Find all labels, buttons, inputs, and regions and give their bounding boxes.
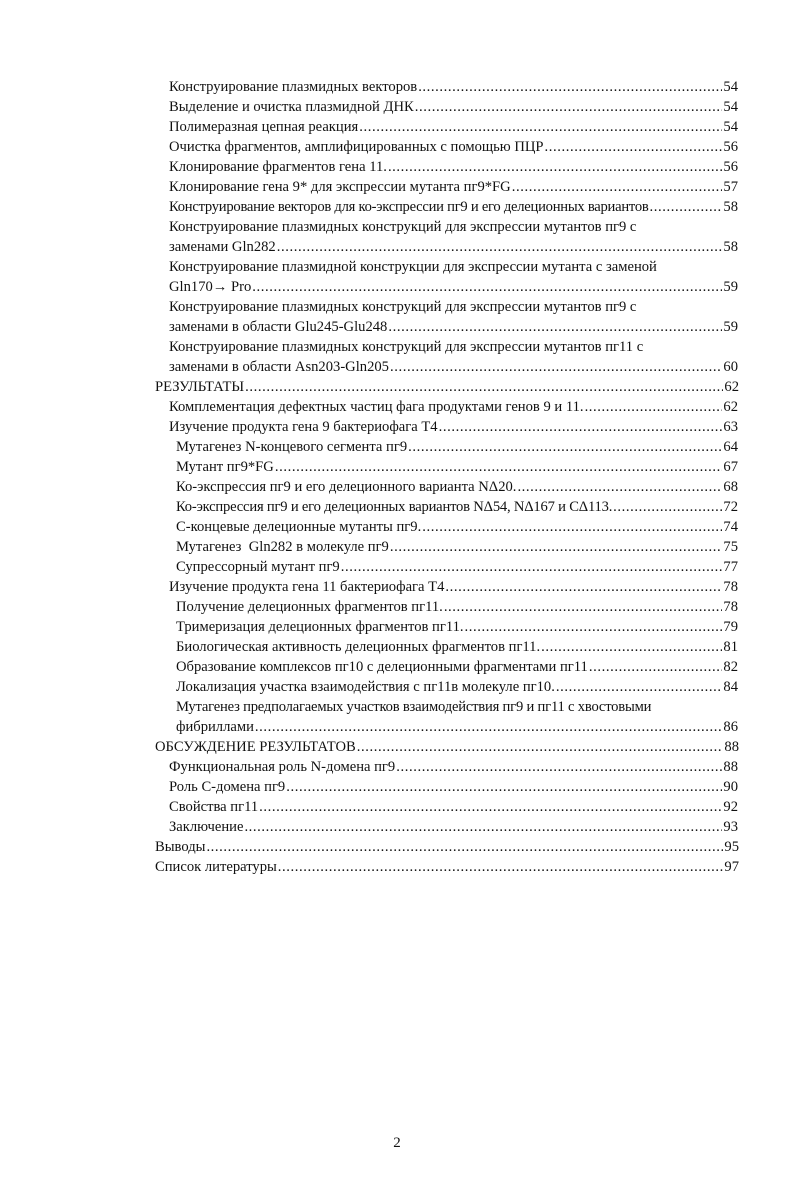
toc-entry-title-line1: Мутагенез предполагаемых участков взаимодействия пг9 и пг11 с хвостовыми xyxy=(176,699,652,715)
toc-entry xyxy=(169,118,738,137)
toc-entry-title: С-концевые делеционные мутанты пг9. xyxy=(176,519,422,535)
toc-entry-page: 58 xyxy=(723,199,738,215)
toc-entry-page: 57 xyxy=(723,179,738,195)
toc-entry-title: Клонирование гена 9* для экспрессии мутанта пг9*FG xyxy=(169,179,511,195)
toc-entry xyxy=(176,718,738,737)
toc-entry-page: 64 xyxy=(723,439,738,455)
toc-entry-title: Ко-экспрессия пг9 и его делеционного варианта NΔ20. xyxy=(176,479,517,495)
toc-leader-dots xyxy=(445,578,722,597)
toc-entry-title: Конструирование плазмидных векторов xyxy=(169,79,418,95)
toc-entry-title-line2: заменами Gln282 xyxy=(169,239,276,255)
toc-entry-page: 79 xyxy=(723,619,738,635)
toc-entry-page: 75 xyxy=(723,539,738,555)
toc-leader-dots xyxy=(650,198,723,217)
toc-entry-page: 86 xyxy=(723,719,738,735)
toc-entry xyxy=(176,618,738,637)
toc-leader-dots xyxy=(585,398,723,417)
toc-entry-page: 54 xyxy=(723,119,738,135)
toc-entry-page: 60 xyxy=(723,359,738,375)
toc-entry xyxy=(176,538,738,557)
toc-entry xyxy=(169,398,738,417)
toc-entry-page: 58 xyxy=(723,239,738,255)
toc-entry-page: 59 xyxy=(723,319,738,335)
toc-entry-page: 88 xyxy=(723,759,738,775)
toc-entry-title: ОБСУЖДЕНИЕ РЕЗУЛЬТАТОВ xyxy=(155,739,356,755)
toc-entry-title-line2: заменами в области Asn203-Gln205 xyxy=(169,359,389,375)
toc-leader-dots xyxy=(439,418,723,437)
toc-entry-page: 74 xyxy=(723,519,738,535)
toc-entry-page: 92 xyxy=(723,799,738,815)
toc-leader-dots xyxy=(390,538,723,557)
toc-entry xyxy=(176,498,738,517)
toc-entry-title: Тримеризация делеционных фрагментов пг11. xyxy=(176,619,464,635)
toc-entry xyxy=(169,178,738,197)
toc-leader-dots xyxy=(245,378,723,397)
toc-entry-title: Функциональная роль N-домена пг9 xyxy=(169,759,396,775)
toc-section-references xyxy=(155,858,739,877)
toc-leader-dots xyxy=(278,858,724,877)
toc-leader-dots xyxy=(252,278,722,297)
toc-entry-page: 56 xyxy=(723,159,738,175)
toc-entry-title: Свойства пг11 xyxy=(169,799,259,815)
toc-entry-page: 88 xyxy=(724,739,739,755)
toc-entry xyxy=(169,238,738,257)
toc-entry xyxy=(176,438,738,457)
toc-entry-title: Выделение и очистка плазмидной ДНК xyxy=(169,99,414,115)
page-number: 2 xyxy=(393,1135,401,1151)
toc-entry-title: Биологическая активность делеционных фрагментов пг11. xyxy=(176,639,541,655)
toc-entry-page: 78 xyxy=(723,579,738,595)
toc-entry xyxy=(169,198,738,217)
toc-leader-dots xyxy=(556,678,723,697)
toc-entry-title: Выводы xyxy=(155,839,206,855)
toc-entry-title-line2: фибриллами xyxy=(176,719,254,735)
toc-leader-dots xyxy=(541,638,722,657)
toc-leader-dots xyxy=(613,498,722,517)
toc-entry-title: Изучение продукта гена 9 бактериофага Т4 xyxy=(169,419,438,435)
toc-leader-dots xyxy=(388,158,722,177)
toc-entry-page: 95 xyxy=(724,839,739,855)
toc-entry-title: Роль С-домена пг9 xyxy=(169,779,286,795)
toc-section-conclusions xyxy=(155,838,739,857)
toc-entry-page: 81 xyxy=(723,639,738,655)
toc-entry-title-line1: Конструирование плазмидной конструкции для экспрессии мутанта с заменой xyxy=(169,259,657,275)
toc-leader-dots xyxy=(465,618,723,637)
toc-entry-page: 72 xyxy=(723,499,738,515)
toc-entry xyxy=(169,418,738,437)
toc-entry xyxy=(169,778,738,797)
toc-leader-dots xyxy=(390,358,722,377)
toc-entry-page: 62 xyxy=(723,399,738,415)
toc-leader-dots xyxy=(512,178,723,197)
toc-leader-dots xyxy=(341,558,723,577)
toc-entry-page: 54 xyxy=(723,79,738,95)
toc-entry-title: Клонирование фрагментов гена 11. xyxy=(169,159,387,175)
toc-entry-page: 62 xyxy=(724,379,739,395)
toc-entry xyxy=(169,358,738,377)
toc-entry-page: 90 xyxy=(723,779,738,795)
toc-leader-dots xyxy=(415,98,723,117)
toc-entry-title-line2: заменами в области Glu245-Glu248 xyxy=(169,319,388,335)
toc-leader-dots xyxy=(517,478,722,497)
toc-entry xyxy=(169,78,738,97)
toc-entry xyxy=(176,558,738,577)
toc-entry-title-line2: Gln170→ Pro xyxy=(169,279,252,295)
toc-entry xyxy=(169,278,738,297)
toc-leader-dots xyxy=(388,318,722,337)
toc-entry xyxy=(169,98,738,117)
toc-entry-title: Получение делеционных фрагментов пг11. xyxy=(176,599,443,615)
toc-entry-page: 56 xyxy=(723,139,738,155)
toc-entry-title: Мутагенез Gln282 в молекуле пг9 xyxy=(176,539,389,555)
toc-section-results xyxy=(155,378,739,397)
toc-entry-title: Конструирование векторов для ко-экспрессии пг9 и его делеционных вариантов xyxy=(169,199,649,215)
toc-entry-page: 93 xyxy=(723,819,738,835)
toc-entry-title: Полимеразная цепная реакция xyxy=(169,119,359,135)
toc-leader-dots xyxy=(396,758,722,777)
toc-leader-dots xyxy=(206,838,723,857)
toc-entry xyxy=(176,678,738,697)
toc-leader-dots xyxy=(275,458,723,477)
toc-leader-dots xyxy=(418,78,722,97)
toc-entry-title: Образование комплексов пг10 с делеционными фрагментами пг11 xyxy=(176,659,588,675)
toc-entry-page: 77 xyxy=(723,559,738,575)
toc-entry xyxy=(176,658,738,677)
toc-entry-title-line1: Конструирование плазмидных конструкций для экспрессии мутантов пг9 с xyxy=(169,299,637,315)
toc-entry-page: 68 xyxy=(723,479,738,495)
toc-entry-title: РЕЗУЛЬТАТЫ xyxy=(155,379,245,395)
toc-entry-title: Изучение продукта гена 11 бактериофага Т4 xyxy=(169,579,445,595)
toc-leader-dots xyxy=(286,778,722,797)
toc-entry-title: Мутагенез N-концевого сегмента пг9 xyxy=(176,439,408,455)
toc-entry xyxy=(169,138,738,157)
toc-leader-dots xyxy=(422,518,722,537)
toc-entry-title-line1: Конструирование плазмидных конструкций для экспрессии мутантов пг9 с xyxy=(169,219,637,235)
toc-entry xyxy=(169,818,738,837)
toc-entry-page: 67 xyxy=(723,459,738,475)
toc-leader-dots xyxy=(589,658,723,677)
toc-entry-page: 84 xyxy=(723,679,738,695)
toc-entry-title: Мутант пг9*FG xyxy=(176,459,274,475)
toc-entry-title: Супрессорный мутант пг9 xyxy=(176,559,340,575)
toc-leader-dots xyxy=(277,238,723,257)
toc-leader-dots xyxy=(259,798,722,817)
toc-entry-page: 97 xyxy=(724,859,739,875)
toc-entry xyxy=(176,598,738,617)
toc-entry xyxy=(176,638,738,657)
toc-entry xyxy=(169,578,738,597)
toc-entry-title: Комплементация дефектных частиц фага продуктами генов 9 и 11. xyxy=(169,399,584,415)
toc-entry-title: Список литературы xyxy=(155,859,277,875)
toc-entry-page: 59 xyxy=(723,279,738,295)
toc-entry-page: 54 xyxy=(723,99,738,115)
toc-leader-dots xyxy=(545,138,723,157)
toc-leader-dots xyxy=(444,598,723,617)
toc-entry-page: 82 xyxy=(723,659,738,675)
toc-entry-page: 78 xyxy=(723,599,738,615)
toc-entry-title: Ко-экспрессия пг9 и его делеционных вариантов NΔ54, NΔ167 и CΔ113. xyxy=(176,499,613,515)
toc-entry xyxy=(169,758,738,777)
toc-leader-dots xyxy=(255,718,723,737)
toc-entry xyxy=(176,478,738,497)
toc-entry xyxy=(176,518,738,537)
toc-leader-dots xyxy=(357,738,724,757)
toc-leader-dots xyxy=(244,818,722,837)
toc-entry xyxy=(169,318,738,337)
toc-entry xyxy=(169,158,738,177)
toc-entry-page: 63 xyxy=(723,419,738,435)
toc-entry-title: Очистка фрагментов, амплифицированных с помощью ПЦР xyxy=(169,139,544,155)
toc-leader-dots xyxy=(408,438,722,457)
toc-entry-title: Локализация участка взаимодействия с пг11в молекуле пг10. xyxy=(176,679,555,695)
toc-entry-title-line1: Конструирование плазмидных конструкций для экспрессии мутантов пг11 с xyxy=(169,339,644,355)
toc-entry xyxy=(176,458,738,477)
toc-entry xyxy=(169,798,738,817)
toc-entry-title: Заключение xyxy=(169,819,244,835)
toc-leader-dots xyxy=(359,118,722,137)
toc-section-discussion xyxy=(155,738,739,757)
